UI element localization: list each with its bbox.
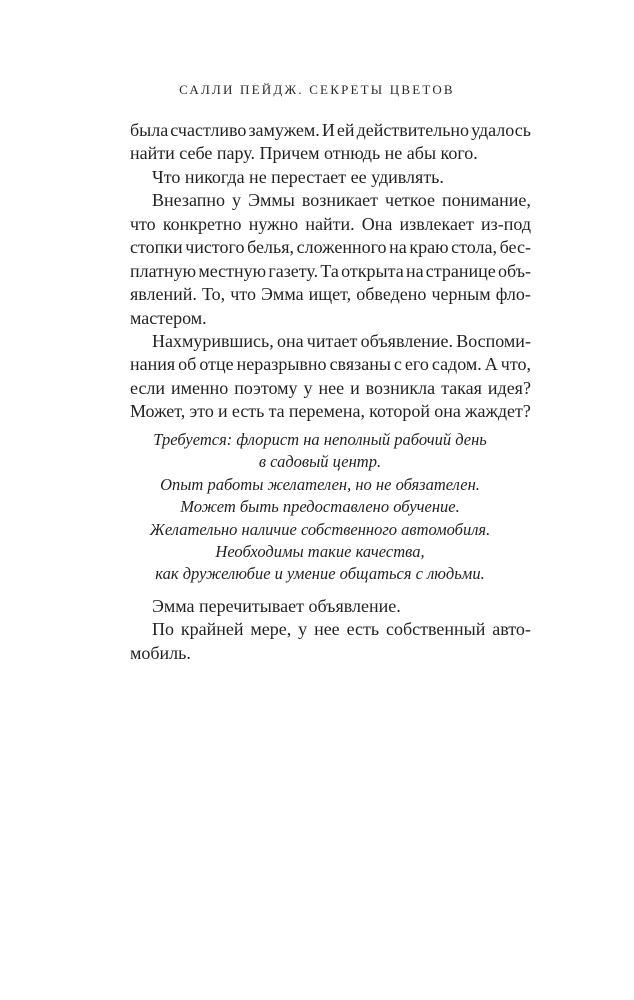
- word: газету.: [268, 260, 319, 281]
- word: читает: [306, 330, 358, 351]
- word: неразрывно: [236, 354, 327, 375]
- text-line: [130, 330, 531, 353]
- word: крайней: [180, 619, 244, 640]
- text-line: [130, 377, 531, 400]
- word: перемена,: [288, 401, 365, 422]
- advert-line: Опыт работы желателен, но не обязателен.: [160, 474, 480, 494]
- word: платную: [130, 260, 197, 281]
- word: стола,: [451, 237, 498, 258]
- word: конкретно: [162, 213, 242, 234]
- word: жаждет?: [465, 401, 531, 422]
- word: нее: [314, 619, 340, 640]
- word: и: [350, 377, 360, 398]
- word: замужем.: [248, 120, 320, 140]
- advert-line: Может быть предоставлено обучение.: [180, 497, 460, 517]
- word: А: [484, 354, 498, 375]
- word: это: [189, 401, 214, 422]
- word: действительно: [356, 120, 470, 140]
- word: понимание,: [442, 190, 531, 211]
- word: была: [130, 120, 169, 140]
- word: краю: [409, 237, 449, 258]
- advert-line: Требуется: флорист на неполный рабочий день: [153, 430, 487, 449]
- text-line: [130, 119, 531, 142]
- word: То,: [202, 284, 226, 305]
- word: на: [389, 237, 407, 258]
- word: что: [130, 213, 156, 234]
- word: поэтому: [234, 377, 298, 398]
- advertisement-quote: [110, 429, 530, 586]
- word: из-под: [480, 213, 531, 234]
- word: фло-: [495, 284, 531, 305]
- word: такая: [441, 377, 482, 398]
- word: счастливо: [170, 120, 247, 140]
- word: Она: [361, 213, 393, 234]
- word: Внезапно: [152, 190, 225, 211]
- word: у: [298, 619, 308, 640]
- word: бес-: [499, 237, 531, 258]
- word: она: [434, 401, 461, 422]
- word: явлений.: [130, 284, 197, 305]
- word: местную: [198, 260, 267, 281]
- word: есть: [346, 619, 380, 640]
- word: авто-: [492, 619, 531, 640]
- word: у: [303, 377, 313, 398]
- word: об: [178, 354, 197, 375]
- word: Эммы: [248, 190, 295, 211]
- text-line: [130, 283, 531, 306]
- word: стопки: [130, 237, 183, 258]
- word: идея?: [487, 377, 531, 398]
- text-line: Что никогда не перестает ее удивлять.: [152, 166, 444, 187]
- word: нания: [130, 354, 176, 375]
- word: странице: [425, 260, 496, 281]
- word: что: [230, 284, 256, 305]
- word: мере,: [250, 619, 292, 640]
- text-block-after-advert: [130, 595, 531, 665]
- advert-line: Желательно наличие собственного автомобиля.: [149, 519, 491, 539]
- word: черным: [431, 284, 491, 305]
- word: собственный: [385, 619, 486, 640]
- text-line: [130, 189, 531, 212]
- word: на: [405, 260, 424, 281]
- word: Воспоми-: [456, 330, 531, 351]
- word: открыта: [341, 260, 404, 281]
- word: она: [276, 330, 304, 351]
- word: Нахмурившись,: [152, 330, 274, 351]
- text-line: [130, 400, 531, 423]
- word: нее: [318, 377, 345, 398]
- advert-line: как дружелюбие и умение общаться с людьми.: [155, 564, 485, 584]
- advert-line: в садовый центр.: [258, 452, 382, 472]
- text-line: мастером.: [130, 307, 207, 328]
- word: есть: [231, 401, 265, 422]
- text-line: [130, 618, 531, 641]
- word: объ-: [497, 260, 531, 281]
- text-line: мобиль.: [130, 642, 191, 663]
- word: нужно: [248, 213, 299, 234]
- word: четкое: [385, 190, 435, 211]
- word: найти.: [305, 213, 355, 234]
- word: возникает: [301, 190, 378, 211]
- text-line: Эмма перечитывает объявление.: [152, 596, 401, 616]
- text-line: [130, 353, 531, 376]
- word: ищет,: [308, 284, 352, 305]
- word: И: [321, 120, 335, 140]
- word: если: [130, 377, 166, 398]
- text-line: [130, 213, 531, 236]
- word: ей: [336, 120, 355, 140]
- word: Эмма: [261, 284, 304, 305]
- word: связаны: [329, 354, 391, 375]
- word: у: [232, 190, 242, 211]
- word: с: [393, 354, 402, 375]
- word: белья,: [247, 237, 294, 258]
- word: объявление.: [360, 330, 453, 351]
- word: его: [404, 354, 429, 375]
- word: чистого: [185, 237, 245, 258]
- text-line: найти себе пару. Причем отнюдь не абы кого.: [130, 143, 478, 164]
- word: та: [268, 401, 285, 422]
- text-line: [130, 260, 531, 283]
- word: сложенного: [296, 237, 387, 258]
- word: и: [218, 401, 228, 422]
- text-line: [130, 236, 531, 259]
- word: обведено: [356, 284, 427, 305]
- word: именно: [171, 377, 229, 398]
- word: отце: [199, 354, 234, 375]
- advert-line: Необходимы такие качества,: [215, 541, 425, 561]
- word: удалось: [471, 120, 531, 140]
- word: возникла: [365, 377, 436, 398]
- word: садом.: [431, 354, 482, 375]
- word: По: [152, 619, 174, 640]
- word: извлекает: [399, 213, 474, 234]
- word: которой: [369, 401, 431, 422]
- text-block-before-advert: [130, 119, 531, 424]
- word: Может,: [130, 401, 186, 422]
- word: Та: [320, 260, 339, 281]
- running-header: САЛЛИ ПЕЙДЖ. СЕКРЕТЫ ЦВЕТОВ: [179, 82, 455, 97]
- word: что,: [500, 354, 531, 375]
